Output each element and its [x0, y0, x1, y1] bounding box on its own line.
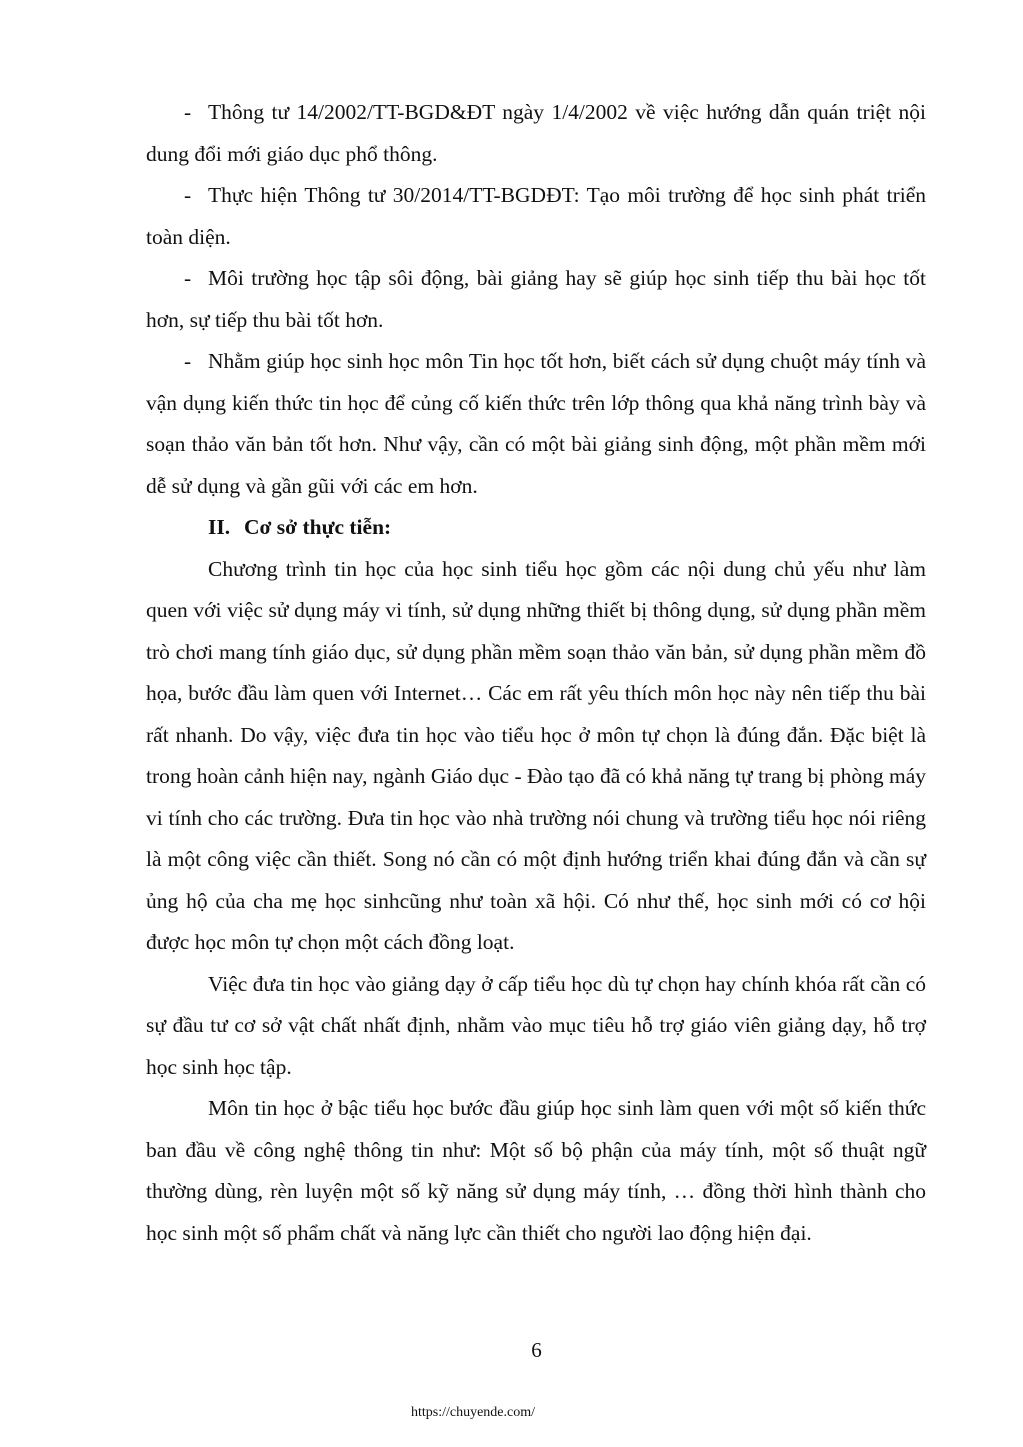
section-number: II. [208, 515, 231, 539]
body-paragraph: Môn tin học ở bậc tiểu học bước đầu giúp học sinh làm quen với một số kiến thức ban đầu về công nghệ thông tin như: Một số bộ phận của máy tính, một số thuật ngữ thường dùng, rèn luyện một số kỹ năng sử dụng máy tính, … đồng thời hình thành cho học sinh một số phẩm chất và năng lực cần thiết cho người lao động hiện đại. [146, 1096, 926, 1245]
body-paragraph: Chương trình tin học của học sinh tiểu học gồm các nội dung chủ yếu như làm quen với việc sử dụng máy vi tính, sử dụng những thiết bị thông dụng, sử dụng phần mềm trò chơi mang tính giáo dục, sử dụng phần mềm soạn thảo văn bản, sử dụng phần mềm đồ họa, bước đầu làm quen với Internet… Các em rất yêu thích môn học này nên tiếp thu bài rất nhanh. Do vậy, việc đưa tin học vào tiểu học ở môn tự chọn là đúng đắn. Đặc biệt là trong hoàn cảnh hiện nay, ngành Giáo dục - Đào tạo đã có khả năng tự trang bị phòng máy vi tính cho các trường. Đưa tin học vào nhà trường nói chung và trường tiểu học nói riêng là một công việc cần thiết. Song nó cần có một định hướng triển khai đúng đắn và cần sự ủng hộ của cha mẹ học sinhcũng như toàn xã hội. Có như thế, học sinh mới có cơ hội được học môn tự chọn một cách đồng loạt. [146, 556, 926, 954]
bullet-text: Thông tư 14/2002/TT-BGD&ĐT ngày 1/4/2002 về việc hướng dẫn quán triệt nội dung đổi mới giáo dục phổ thông. [146, 100, 926, 166]
bullet-dash: - [184, 266, 192, 290]
bullet-dash: - [184, 100, 192, 124]
bullet-item [146, 175, 926, 258]
bullet-dash: - [184, 183, 192, 207]
section-title: Cơ sở thực tiễn: [244, 515, 392, 539]
bullet-text: Thực hiện Thông tư 30/2014/TT-BGDĐT: Tạo môi trường để học sinh phát triển toàn diện. [146, 183, 926, 249]
bullet-item [146, 258, 926, 341]
bullet-item [146, 341, 926, 507]
section-heading [146, 507, 926, 549]
body-paragraph: Việc đưa tin học vào giảng dạy ở cấp tiểu học dù tự chọn hay chính khóa rất cần có sự đầu tư cơ sở vật chất nhất định, nhằm vào mục tiêu hỗ trợ giáo viên giảng dạy, hỗ trợ học sinh học tập. [146, 971, 926, 1079]
bullet-item [146, 92, 926, 175]
page-number: 6 [531, 1338, 542, 1362]
page-content [146, 92, 926, 1254]
bullet-dash: - [184, 349, 192, 373]
footer-url[interactable]: https://chuyende.com/ [410, 1405, 536, 1420]
bullet-text: Môi trường học tập sôi động, bài giảng hay sẽ giúp học sinh tiếp thu bài học tốt hơn, sự tiếp thu bài tốt hơn. [146, 266, 926, 332]
bullet-text: Nhằm giúp học sinh học môn Tin học tốt hơn, biết cách sử dụng chuột máy tính và vận dụng kiến thức tin học để củng cố kiến thức trên lớp thông qua khả năng trình bày và soạn thảo văn bản tốt hơn. Như vậy, cần có một bài giảng sinh động, một phần mềm mới dễ sử dụng và gần gũi với các em hơn. [146, 349, 926, 498]
